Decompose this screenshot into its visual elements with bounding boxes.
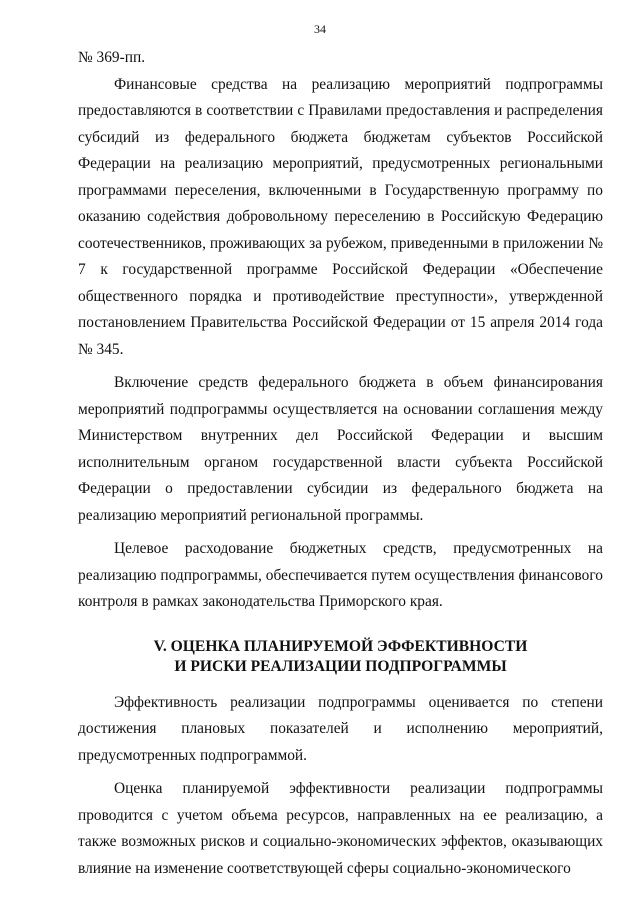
paragraph-effectiveness: Эффективность реализации подпрограммы оценивается по степени достижения плановых показателей и исполнению мероприятий, предусмотренных подпрограммой.: [78, 693, 603, 764]
paragraph-evaluation: Оценка планируемой эффективности реализации подпрограммы проводится с учетом объема ресурсов, направленных на ее реализацию, а также возможных рисков и социально-экономических эффектов, оказывающих влияние на изменение соответствующей сферы социально-экономического: [78, 780, 603, 877]
paragraph-federal-budget: Включение средств федерального бюджета в объем финансирования мероприятий подпрограммы осуществляется на основании соглашения между Министерством внутренних дел Российской Федерации и высшим исполнительным органом государственной власти субъекта Российской Федерации о предоставлении субсидии из федерального бюджета на реализацию мероприятий региональной программы.: [78, 374, 603, 524]
section-heading-line-2: И РИСКИ РЕАЛИЗАЦИИ ПОДПРОГРАММЫ: [174, 657, 507, 675]
paragraph-financing: Финансовые средства на реализацию мероприятий подпрограммы предоставляются в соответствии с Правилами предоставления и распределения субсидий из федерального бюджета бюджетам субъектов Российской Федерации на реализацию мероприятий, предусмотренных региональными программами переселения, включенными в Государственную программу по оказанию содействия добровольному переселению в Российскую Федерацию соотечественников, проживающих за рубежом, приведенными в приложении № 7 к государственной программе Российской Федерации «Обеспечение общественного порядка и противодействие преступности», утвержденной постановлением Правительства Российской Федерации от 15 апреля 2014 года № 345.: [78, 75, 603, 358]
paragraph-continuation: № 369-пп.: [78, 49, 146, 66]
section-heading-line-1: V. ОЦЕНКА ПЛАНИРУЕМОЙ ЭФФЕКТИВНОСТИ: [153, 637, 528, 655]
page-content: [78, 45, 603, 882]
page-number: 34: [314, 22, 326, 36]
paragraph-targeted-spending: Целевое расходование бюджетных средств, предусмотренных на реализацию подпрограммы, обеспечивается путем осуществления финансового контроля в рамках законодательства Приморского края.: [78, 540, 603, 610]
section-heading: [78, 637, 603, 677]
